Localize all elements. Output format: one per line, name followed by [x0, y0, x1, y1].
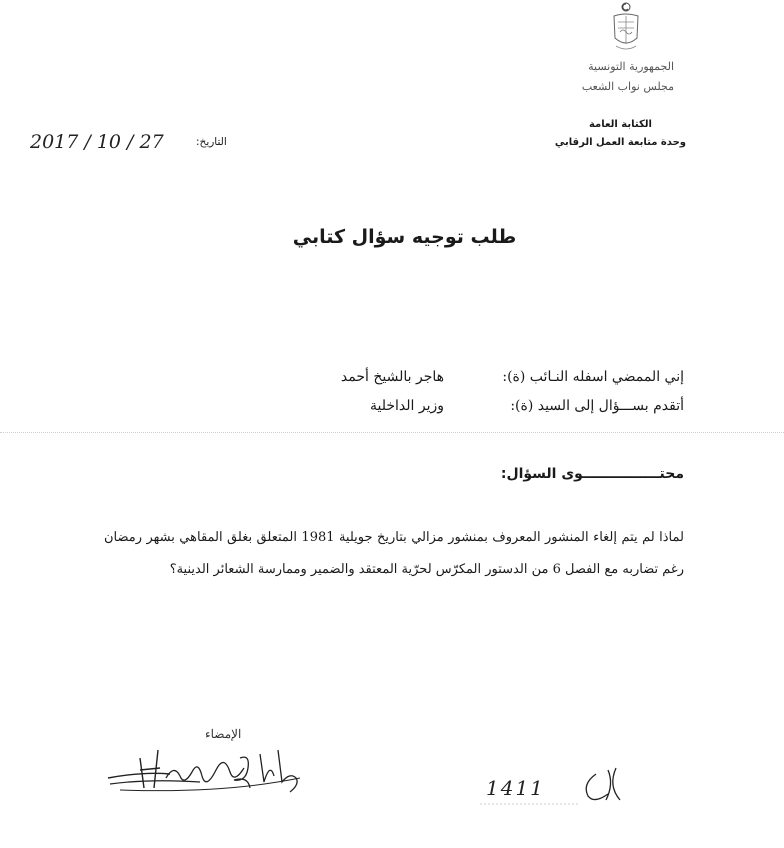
signature-label: الإمضاء — [205, 727, 242, 741]
undersigned-value: هاجر بالشيخ أحمد — [340, 369, 444, 385]
office-line-general-secretariat: الكتابة العامة — [588, 119, 652, 130]
addressee-label: أتقدم بســـؤال إلى السيد (ة): — [510, 398, 684, 414]
registration-number: 1411 — [486, 776, 545, 800]
section-divider — [0, 432, 784, 433]
date-value: 2017 / 10 / 27 — [30, 131, 164, 153]
addressee-row — [370, 398, 684, 414]
undersigned-label: إني الممضي اسفله النـائب (ة): — [502, 369, 684, 385]
office-line-oversight-unit: وحدة متابعة العمل الرقابي — [554, 137, 686, 148]
page-title: طلب توجيه سؤال كتابي — [292, 226, 517, 248]
republic-name: الجمهورية التونسية — [588, 60, 674, 73]
handwritten-signature — [100, 738, 310, 796]
coat-of-arms-icon — [596, 0, 656, 56]
assembly-name: مجلس نواب الشعب — [581, 80, 674, 93]
question-heading: محتــــــــــــــــوى السؤال: — [500, 466, 684, 482]
issuing-office — [555, 116, 686, 152]
addressee-value: وزير الداخلية — [369, 398, 444, 414]
question-body: لماذا لم يتم إلغاء المنشور المعروف بمنشور مزالي بتاريخ جويلية 1981 المتعلق بغلق المقاهي بشهر رمضان رغم تضاربه مع الفصل 6 من الدستور المكرّس لحرّية المعتقد والضمير وممارسة الشعائر الدينية؟ — [104, 530, 684, 577]
undersigned-row — [341, 369, 684, 385]
date-label: التاريخ: — [196, 136, 227, 148]
